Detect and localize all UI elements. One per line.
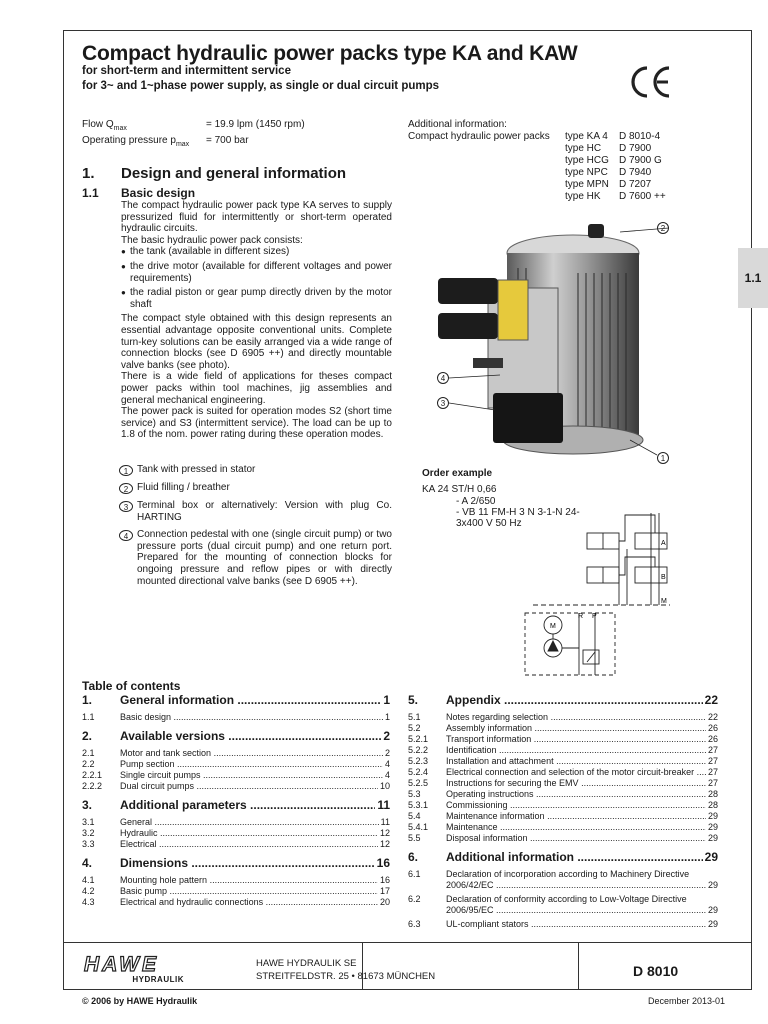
toc-entry[interactable]	[82, 875, 390, 886]
toc-page: 12	[379, 828, 390, 838]
toc-number: 5.2.3	[408, 756, 429, 766]
pressure-sub: max	[175, 141, 190, 148]
toc-entry[interactable]	[82, 856, 390, 870]
type-doc: D 7600 ++	[619, 191, 666, 202]
callout-3: 3	[437, 397, 449, 409]
legend-number: 3	[119, 501, 133, 512]
toc-title: Declaration of conformity according to Low-Voltage Directive	[446, 894, 687, 904]
order-heading-text: Order example	[422, 468, 493, 479]
paragraph-5: The power pack is suited for operation modes S2 (short time service) and S3 (intermittent service). The load can be up to 1.8 of the nom. power rating during these operation modes.	[121, 406, 392, 441]
toc-number: 5.4	[408, 811, 421, 821]
toc-entry[interactable]	[408, 894, 718, 916]
toc-entry[interactable]	[82, 770, 390, 781]
type-doc: D 7900	[619, 143, 652, 154]
company-address: STREITFELDSTR. 25 • 81673 MÜNCHEN	[256, 971, 436, 982]
hawe-logo	[84, 955, 184, 985]
toc-number: 6.2	[408, 894, 421, 904]
toc-number: 6.3	[408, 919, 421, 929]
toc-page: 27	[707, 756, 718, 766]
toc-page: 2	[384, 748, 390, 758]
toc-number: 5.5	[408, 833, 421, 843]
toc-page: 4	[384, 770, 390, 780]
toc-page: 2	[383, 729, 390, 743]
toc-title: General	[120, 817, 153, 827]
toc-entry[interactable]	[408, 919, 718, 930]
callout-1: 1	[657, 452, 669, 464]
section-tab[interactable]: 1.1	[738, 248, 768, 308]
toc-entry[interactable]	[408, 869, 718, 891]
company-name: HAWE HYDRAULIK SE	[256, 958, 357, 969]
toc-entry[interactable]	[408, 850, 718, 864]
subtitle-supply: for 3~ and 1~phase power supply, as single or dual circuit pumps	[82, 80, 440, 92]
toc-title: Pump section	[120, 759, 175, 769]
toc-entry[interactable]	[408, 789, 718, 800]
order-line-2: - A 2/650	[456, 496, 496, 507]
toc-page: 29	[707, 811, 718, 821]
toc-number: 3.2	[82, 828, 95, 838]
toc-entry[interactable]	[408, 723, 718, 734]
type-name: type NPC	[565, 167, 608, 178]
document-number: D 8010	[633, 963, 679, 979]
toc-title: Single circuit pumps	[120, 770, 201, 780]
toc-title: Basic pump	[120, 886, 168, 896]
toc-page: 27	[707, 778, 718, 788]
toc-number: 4.3	[82, 897, 95, 907]
legend-text: Fluid filling / breather	[137, 482, 230, 493]
pressure-label: Operating pressure p	[82, 135, 176, 146]
toc-page: 26	[707, 734, 718, 744]
additional-heading: Additional information:	[408, 119, 507, 130]
toc-number: 2.2.1	[82, 770, 103, 780]
toc-title: Dual circuit pumps	[120, 781, 195, 791]
toc-title: Appendix	[446, 693, 501, 707]
paragraph-4: There is a wide field of applications for theses compact power packs within tool machines, jig assemblies and general mechanical engineering.	[121, 371, 392, 406]
toc-page: 29	[707, 919, 718, 929]
toc-page: 29	[704, 850, 718, 864]
toc-entry[interactable]	[408, 822, 718, 833]
issue-date: December 2013-01	[648, 996, 726, 1006]
toc-entry[interactable]	[408, 767, 718, 778]
page-title: Compact hydraulic power packs type KA and KAW	[82, 42, 578, 65]
toc-number: 3.3	[82, 839, 95, 849]
paragraph-2: The basic hydraulic power pack consists:	[121, 234, 303, 246]
hydraulic-schematic	[515, 505, 685, 680]
toc-number: 5.2.5	[408, 778, 429, 788]
legend-text: Tank with pressed in stator	[137, 464, 256, 475]
toc-number: 5.2.4	[408, 767, 429, 777]
toc-number: 5.2	[408, 723, 421, 733]
type-name: type HCG	[565, 155, 609, 166]
paragraph-1: The compact hydraulic power pack type KA serves to supply pressurized fluid for intermittently or short-term operated hydraulic circuits.	[121, 200, 392, 235]
toc-number: 4.	[82, 856, 93, 870]
toc-title: Basic design	[120, 712, 172, 722]
toc-title: Assembly information	[446, 723, 533, 733]
toc-number: 2.2.2	[82, 781, 103, 791]
toc-page: 20	[379, 897, 390, 907]
copyright: © 2006 by HAWE Hydraulik	[82, 996, 198, 1006]
legend-number: 4	[119, 530, 133, 541]
toc-title: Commissioning	[446, 800, 508, 810]
toc-page: 26	[707, 723, 718, 733]
footer-divider-vertical	[578, 942, 579, 990]
toc-number: 3.1	[82, 817, 95, 827]
toc-title: Motor and tank section	[120, 748, 212, 758]
toc-page: 29	[707, 880, 718, 890]
toc-entry[interactable]	[82, 886, 390, 897]
legend-text: Terminal box or alternatively: Version with plug Co. HARTING	[137, 500, 392, 523]
toc-number: 5.3	[408, 789, 421, 799]
toc-number: 5.3.1	[408, 800, 429, 810]
toc-number: 1.	[82, 693, 93, 707]
toc-page: 12	[379, 839, 390, 849]
toc-page: 29	[707, 905, 718, 915]
flow-sub: max	[113, 125, 127, 132]
toc-title: Additional information	[446, 850, 574, 864]
order-line-3: - VB 11 FM-H 3 N 3-1-N 24-	[456, 507, 580, 518]
toc-page: 28	[707, 789, 718, 799]
toc-entry[interactable]	[82, 781, 390, 792]
toc-page: 22	[707, 712, 718, 722]
toc-entry[interactable]	[82, 798, 390, 812]
toc-entry[interactable]	[82, 693, 390, 707]
toc-number: 5.2.1	[408, 734, 429, 744]
legend-number: 2	[119, 483, 133, 494]
type-doc: D 8010-4	[619, 131, 661, 142]
toc-number: 2.2	[82, 759, 95, 769]
toc-number: 5.4.1	[408, 822, 429, 832]
toc-number: 6.	[408, 850, 419, 864]
toc-title: General information	[120, 693, 235, 707]
toc-title: Electrical	[120, 839, 157, 849]
subtitle-service: for short-term and intermittent service	[82, 65, 291, 77]
port-b-label: B	[661, 574, 666, 581]
toc-page: 17	[379, 886, 390, 896]
flow-value: = 19.9 lpm (1450 rpm)	[206, 119, 305, 130]
legend-number: 1	[119, 465, 133, 476]
toc-page: 28	[707, 800, 718, 810]
toc-title: Transport information	[446, 734, 532, 744]
type-doc: D 7940	[619, 167, 652, 178]
logo-subtext: HYDRAULIK	[132, 975, 184, 984]
order-line-4: 3x400 V 50 Hz	[456, 518, 522, 529]
footer-divider	[63, 942, 752, 943]
toc-title: Electrical and hydraulic connections	[120, 897, 264, 907]
type-name: type HC	[565, 143, 602, 154]
toc-number: 6.1	[408, 869, 421, 879]
toc-title: Maintenance	[446, 822, 498, 832]
toc-title: Instructions for securing the EMV	[446, 778, 579, 788]
toc-title	[446, 919, 706, 930]
toc-entry[interactable]	[408, 734, 718, 745]
toc-page: 4	[384, 759, 390, 769]
toc-title: Additional parameters	[120, 798, 247, 812]
toc-number: 3.	[82, 798, 93, 812]
toc-title: Electrical connection and selection of the motor circuit-breaker	[446, 767, 695, 777]
toc-title: Operating instructions	[446, 789, 534, 799]
section-title: Design and general information	[121, 165, 347, 182]
callout-2: 2	[657, 222, 669, 234]
toc-right-column	[408, 693, 718, 930]
toc-entry[interactable]	[82, 748, 390, 759]
toc-number: 5.2.2	[408, 745, 429, 755]
type-doc: D 7207	[619, 179, 652, 190]
toc-entry[interactable]	[82, 817, 390, 828]
flow-label: Flow Q	[82, 119, 114, 130]
port-a-label: A	[661, 540, 666, 547]
toc-entry[interactable]	[408, 811, 718, 822]
toc-entry[interactable]	[408, 778, 718, 789]
toc-indent	[408, 880, 446, 891]
callout-4: 4	[437, 372, 449, 384]
subsection-title: Basic design	[121, 186, 196, 200]
toc-title: Notes regarding selection	[446, 712, 549, 722]
port-p-label: P	[592, 613, 597, 620]
toc-entry[interactable]	[408, 800, 718, 811]
type-name: type HK	[565, 191, 601, 202]
toc-entry[interactable]	[82, 828, 390, 839]
list-item: ● the tank (available in different sizes)	[121, 246, 392, 258]
section-number: 1.	[82, 165, 95, 182]
toc-heading: Table of contents	[82, 679, 181, 693]
toc-number: 5.	[408, 693, 419, 707]
toc-page: 16	[376, 856, 390, 870]
toc-number: 2.	[82, 729, 93, 743]
list-item: ● the drive motor (available for different voltages and power requirements)	[121, 261, 392, 284]
toc-page: 1	[383, 693, 390, 707]
toc-entry[interactable]	[82, 729, 390, 743]
toc-title: Installation and attachment	[446, 756, 554, 766]
toc-left-column	[82, 693, 390, 908]
order-heading	[422, 468, 492, 480]
paragraph-3: The compact style obtained with this design represents an essential advantage opposite conventional units. Complete turn-key solutions can be easily arranged via a wide range of connection blocks (see D 6905 ++) and directly mountable valve banks (see photo).	[121, 313, 392, 371]
toc-page: 10	[379, 781, 390, 791]
toc-page: 16	[379, 875, 390, 885]
type-name: type MPN	[565, 179, 609, 190]
type-name: type KA 4	[565, 131, 608, 142]
legend-text: Connection pedestal with one (single circuit pump) or two pressure ports (dual circuit pump) and one return port. Prepared for the mounting of connection blocks for ongoing pressure and reflow pipes or with directly mounted directional valve banks (see D 6905 ++).	[137, 529, 392, 587]
toc-number: 4.2	[82, 886, 95, 896]
toc-entry[interactable]	[408, 833, 718, 844]
toc-page: 22	[704, 693, 718, 707]
toc-entry[interactable]	[82, 839, 390, 850]
order-line-1: KA 24 ST/H 0,66	[422, 484, 497, 495]
pressure-value: = 700 bar	[206, 135, 249, 146]
toc-indent	[408, 905, 446, 916]
toc-entry[interactable]	[82, 897, 390, 908]
type-doc: D 7900 G	[619, 155, 662, 166]
toc-number: 5.1	[408, 712, 421, 722]
toc-entry[interactable]	[408, 693, 718, 707]
port-m-label: M	[661, 598, 667, 605]
toc-entry[interactable]	[82, 712, 390, 723]
toc-number: 1.1	[82, 712, 95, 722]
toc-title-cont: 2006/95/EC	[446, 905, 494, 915]
toc-title-cont: 2006/42/EC	[446, 880, 494, 890]
toc-page: 27	[707, 767, 718, 777]
toc-title: Mounting hole pattern	[120, 875, 208, 885]
additional-label: Compact hydraulic power packs	[408, 131, 550, 142]
toc-title: Disposal information	[446, 833, 528, 843]
toc-title: Hydraulic	[120, 828, 158, 838]
toc-number: 4.1	[82, 875, 95, 885]
toc-page: 11	[380, 817, 390, 827]
toc-title: Identification	[446, 745, 497, 755]
toc-title: Maintenance information	[446, 811, 545, 821]
list-item: ● the radial piston or gear pump directly driven by the motor shaft	[121, 287, 392, 310]
toc-page: 29	[707, 822, 718, 832]
logo-text: HAWE	[84, 953, 159, 976]
toc-entry[interactable]	[82, 759, 390, 770]
motor-label: M	[550, 623, 556, 630]
toc-title: Dimensions	[120, 856, 189, 870]
subsection-number: 1.1	[82, 186, 99, 200]
toc-page: 11	[377, 798, 390, 812]
toc-page: 1	[384, 712, 390, 722]
toc-title-text: UL-compliant stators	[446, 919, 529, 929]
toc-entry[interactable]	[408, 756, 718, 767]
toc-title: Declaration of incorporation according to Machinery Directive	[446, 869, 690, 879]
toc-page: 29	[707, 833, 718, 843]
toc-title: Available versions	[120, 729, 225, 743]
toc-entry[interactable]	[408, 745, 718, 756]
toc-page: 27	[707, 745, 718, 755]
toc-entry[interactable]	[408, 712, 718, 723]
port-r-label: R	[578, 613, 584, 620]
toc-number: 2.1	[82, 748, 95, 758]
